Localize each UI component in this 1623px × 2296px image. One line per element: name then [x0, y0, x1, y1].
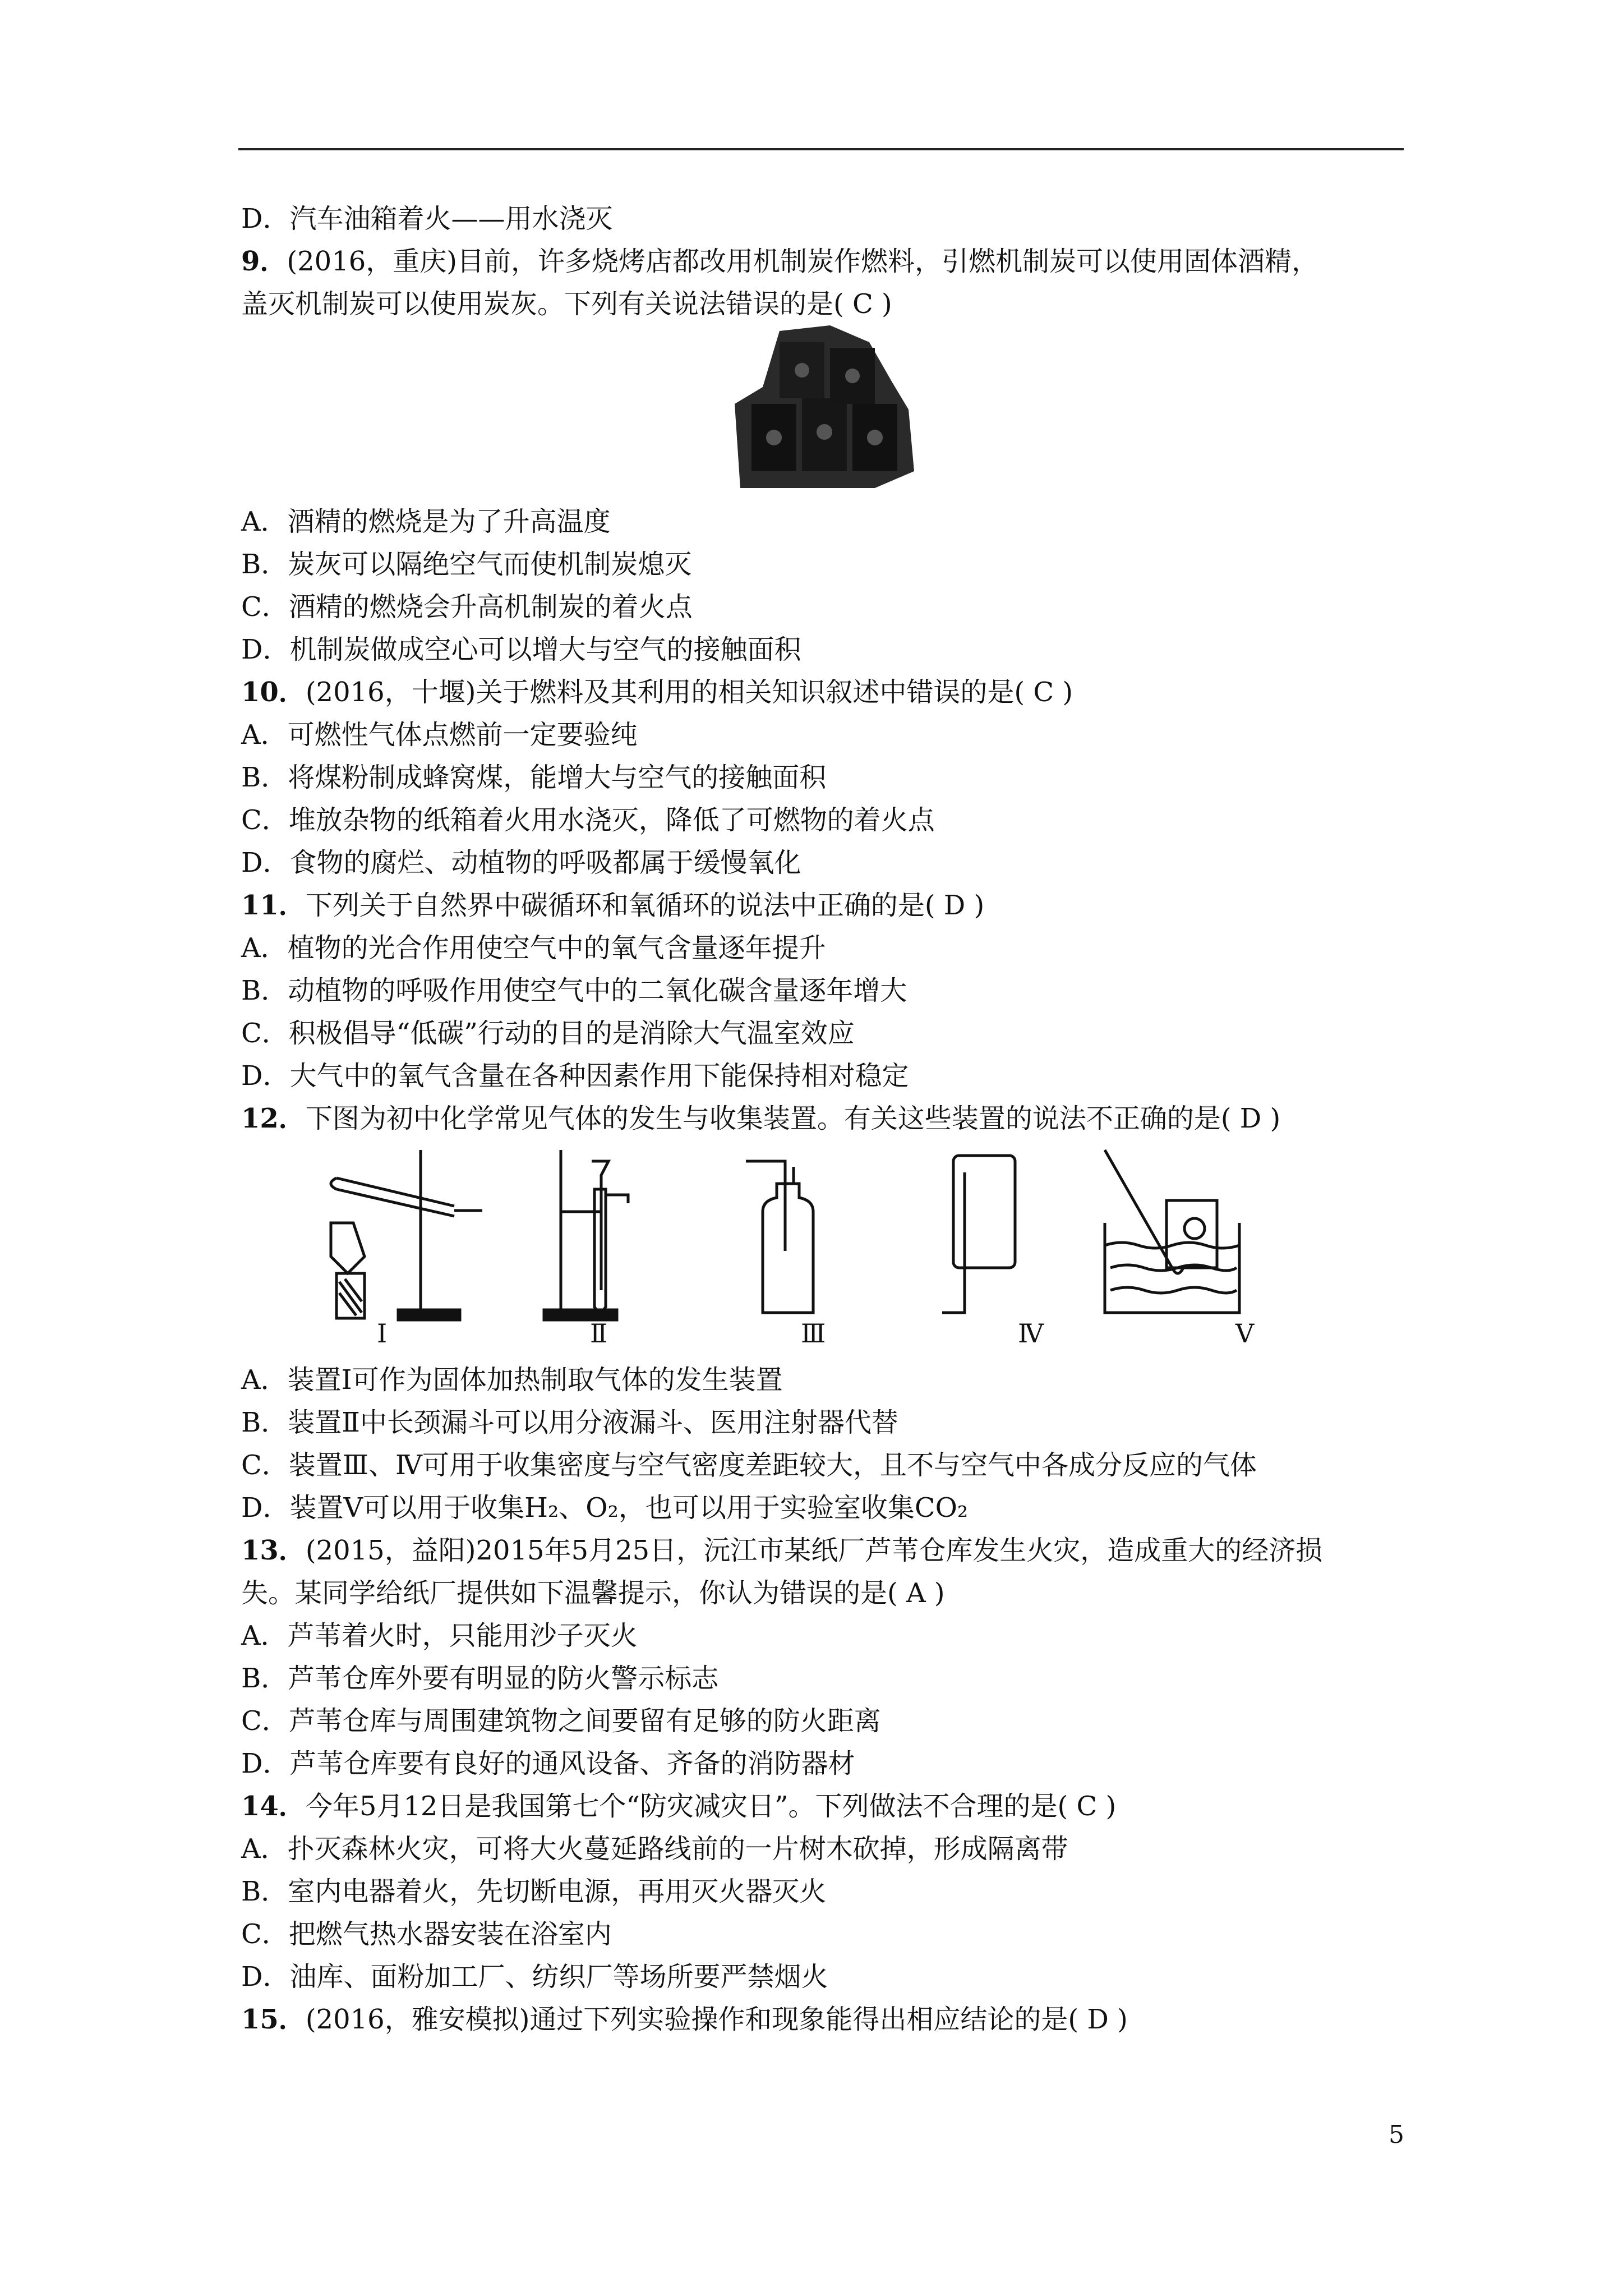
line-3: A．酒精的燃烧是为了升高温度 [241, 506, 611, 537]
apparatus-i [331, 1150, 482, 1320]
line-20: C．装置Ⅲ、Ⅳ可用于收集密度与空气密度差距较大，且不与空气中各成分反应的气体 [241, 1450, 1257, 1481]
apparatus-iv [942, 1156, 1015, 1313]
line-19: B．装置Ⅱ中长颈漏斗可以用分液漏斗、医用注射器代替 [241, 1407, 898, 1438]
question-number: 9． [241, 246, 287, 277]
question-number: 13． [241, 1535, 306, 1566]
line-15: C．积极倡导“低碳”行动的目的是消除大气温室效应 [241, 1018, 855, 1049]
line-4: B．炭灰可以隔绝空气而使机制炭熄灭 [241, 549, 692, 580]
line-25: B．芦苇仓库外要有明显的防火警示标志 [241, 1663, 719, 1694]
line-18: A．装置Ⅰ可作为固体加热制取气体的发生装置 [241, 1364, 783, 1396]
line-9: B．将煤粉制成蜂窝煤，能增大与空气的接触面积 [241, 762, 827, 793]
line-23: 失。某同学给纸厂提供如下温馨提示，你认为错误的是( A ) [241, 1577, 945, 1609]
line-24: A．芦苇着火时，只能用沙子灭火 [241, 1620, 638, 1651]
line-12: 11．下列关于自然界中碳循环和氧循环的说法中正确的是( D ) [241, 890, 985, 921]
line-10: C．堆放杂物的纸箱着火用水浇灭，降低了可燃物的着火点 [241, 804, 935, 836]
line-26: C．芦苇仓库与周围建筑物之间要留有足够的防火距离 [241, 1705, 881, 1737]
apparatus-iii [746, 1161, 813, 1313]
line-13: A．植物的光合作用使空气中的氧气含量逐年提升 [241, 932, 826, 964]
line-5: C．酒精的燃烧会升高机制炭的着火点 [241, 591, 693, 623]
line-32: D．油库、面粉加工厂、纺织厂等场所要严禁烟火 [241, 1961, 828, 1993]
line-31: C．把燃气热水器安装在浴室内 [241, 1918, 612, 1950]
apparatus-v [1105, 1150, 1239, 1313]
question-number: 12． [241, 1103, 306, 1134]
line-22: 13．(2015，益阳)2015年5月25日，沅江市某纸厂芦苇仓库发生火灾，造成重大的经济损 [241, 1535, 1323, 1566]
line-29: A．扑灭森林火灾，可将大火蔓延路线前的一片树木砍掉，形成隔离带 [241, 1833, 1068, 1865]
question-number: 15． [241, 2004, 306, 2035]
line-14: B．动植物的呼吸作用使空气中的二氧化碳含量逐年增大 [241, 975, 907, 1006]
figure-caption-iii: Ⅲ [801, 1319, 826, 1348]
line-8: A．可燃性气体点燃前一定要验纯 [241, 719, 638, 751]
page-number: 5 [1389, 2120, 1404, 2149]
figure-caption-v: Ⅴ [1235, 1319, 1255, 1348]
apparatus-figure [314, 1144, 1324, 1329]
line-16: D．大气中的氧气含量在各种因素作用下能保持相对稳定 [241, 1060, 909, 1092]
charcoal-photo [729, 320, 920, 494]
question-number: 14． [241, 1791, 306, 1822]
line-27: D．芦苇仓库要有良好的通风设备、齐备的消防器材 [241, 1748, 855, 1779]
line-17: 12．下图为初中化学常见气体的发生与收集装置。有关这些装置的说法不正确的是( D ) [241, 1103, 1281, 1134]
line-11: D．食物的腐烂、动植物的呼吸都属于缓慢氧化 [241, 847, 801, 878]
line-0: D．汽车油箱着火——用水浇灭 [241, 203, 613, 234]
line-1: 9．(2016，重庆)目前，许多烧烤店都改用机制炭作燃料，引燃机制炭可以使用固体酒精， [241, 246, 1319, 277]
question-number: 10． [241, 677, 306, 708]
line-33: 15．(2016，雅安模拟)通过下列实验操作和现象能得出相应结论的是( D ) [241, 2004, 1128, 2035]
question-number: 11． [241, 890, 306, 921]
line-21: D．装置Ⅴ可以用于收集H₂、O₂，也可以用于实验室收集CO₂ [241, 1492, 969, 1524]
line-6: D．机制炭做成空心可以增大与空气的接触面积 [241, 634, 801, 665]
line-28: 14．今年5月12日是我国第七个“防灾减灾日”。下列做法不合理的是( C ) [241, 1791, 1117, 1822]
line-2: 盖灭机制炭可以使用炭灰。下列有关说法错误的是( C ) [241, 288, 892, 320]
apparatus-ii [544, 1150, 628, 1320]
line-30: B．室内电器着火，先切断电源，再用灭火器灭火 [241, 1876, 827, 1907]
figure-caption-ii: Ⅱ [590, 1319, 608, 1348]
line-7: 10．(2016，十堰)关于燃料及其利用的相关知识叙述中错误的是( C ) [241, 677, 1073, 708]
figure-caption-i: Ⅰ [377, 1319, 388, 1348]
header-rule [238, 148, 1404, 150]
figure-caption-iv: Ⅳ [1018, 1319, 1044, 1348]
